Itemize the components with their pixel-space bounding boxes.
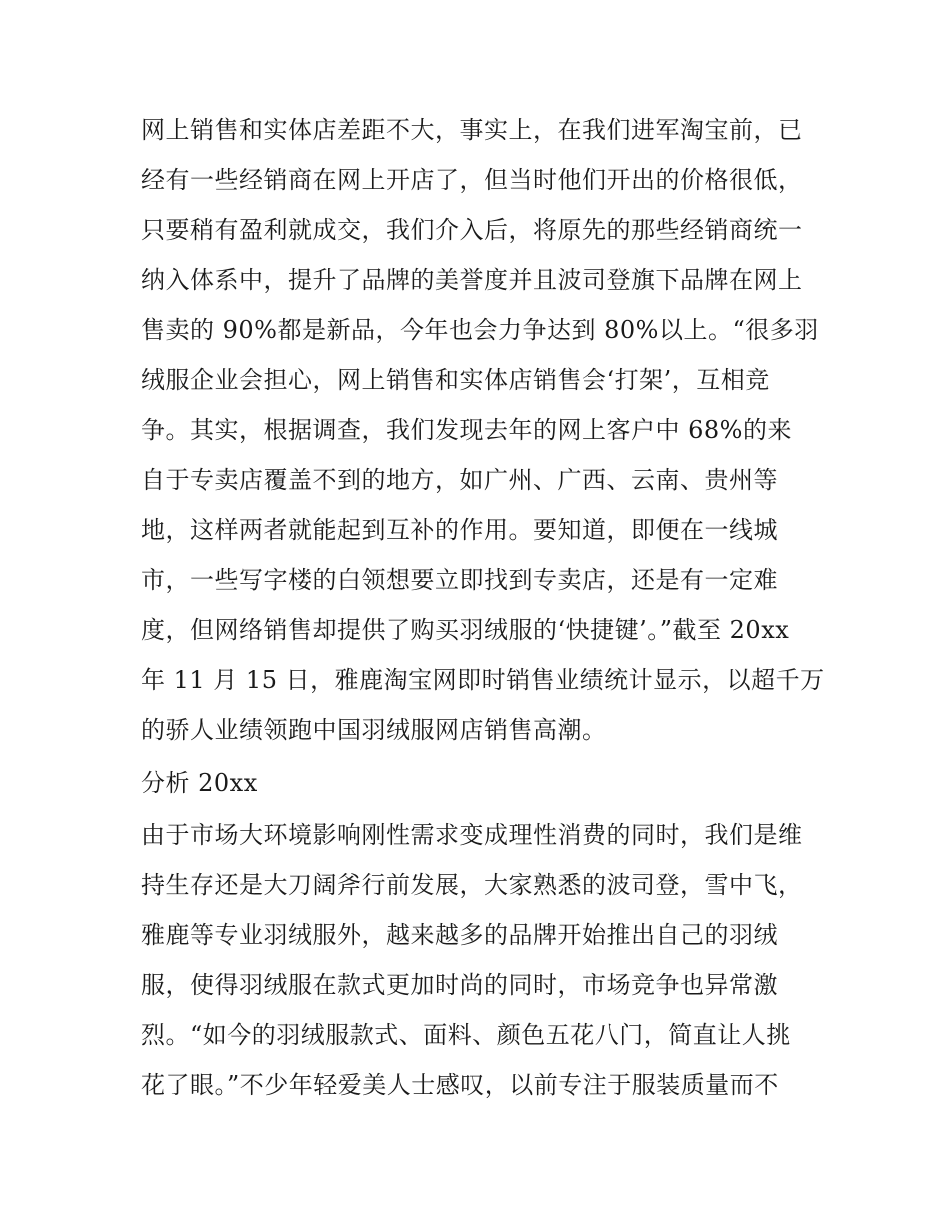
section-heading: 分析 20xx <box>141 769 258 797</box>
paragraph-1-line-8: 自于专卖店覆盖不到的地方，如广州、广西、云南、贵州等 <box>141 466 778 494</box>
paragraph-1-line-1: 网上销售和实体店差距不大，事实上，在我们进军淘宝前，已 <box>141 116 803 144</box>
paragraph-1-line-10: 市，一些写字楼的白领想要立即找到专卖店，还是有一定难 <box>141 566 778 594</box>
paragraph-1-line-9: 地，这样两者就能起到互补的作用。要知道，即便在一线城 <box>141 516 778 544</box>
paragraph-2-line-6: 花了眼。”不少年轻爱美人士感叹，以前专注于服装质量而不 <box>141 1071 779 1099</box>
paragraph-1-line-11: 度，但网络销售却提供了购买羽绒服的‘快捷键’。”截至 20xx <box>141 616 790 644</box>
paragraph-2-line-5: 烈。“如今的羽绒服款式、面料、颜色五花八门，简直让人挑 <box>141 1021 791 1049</box>
paragraph-2-line-1: 由于市场大环境影响刚性需求变成理性消费的同时，我们是维 <box>141 821 803 849</box>
paragraph-1-line-13: 的骄人业绩领跑中国羽绒服网店销售高潮。 <box>141 716 607 744</box>
paragraph-2-line-2: 持生存还是大刀阔斧行前发展，大家熟悉的波司登，雪中飞， <box>141 871 803 899</box>
paragraph-1-line-6: 绒服企业会担心，网上销售和实体店销售会‘打架’，互相竞 <box>141 366 770 394</box>
paragraph-1-line-7: 争。其实，根据调查，我们发现去年的网上客户中 68%的来 <box>141 416 792 444</box>
paragraph-1-line-2: 经有一些经销商在网上开店了，但当时他们开出的价格很低， <box>141 166 803 194</box>
paragraph-1-line-3: 只要稍有盈利就成交，我们介入后，将原先的那些经销商统一 <box>141 216 803 244</box>
paragraph-2-line-4: 服，使得羽绒服在款式更加时尚的同时，市场竞争也异常激 <box>141 971 778 999</box>
paragraph-1-line-5: 售卖的 90%都是新品，今年也会力争达到 80%以上。“很多羽 <box>141 316 819 344</box>
paragraph-1-line-4: 纳入体系中，提升了品牌的美誉度并且波司登旗下品牌在网上 <box>141 266 803 294</box>
paragraph-2-line-3: 雅鹿等专业羽绒服外，越来越多的品牌开始推出自己的羽绒 <box>141 921 778 949</box>
paragraph-1-line-12: 年 11 月 15 日，雅鹿淘宝网即时销售业绩统计显示，以超千万 <box>141 666 825 694</box>
